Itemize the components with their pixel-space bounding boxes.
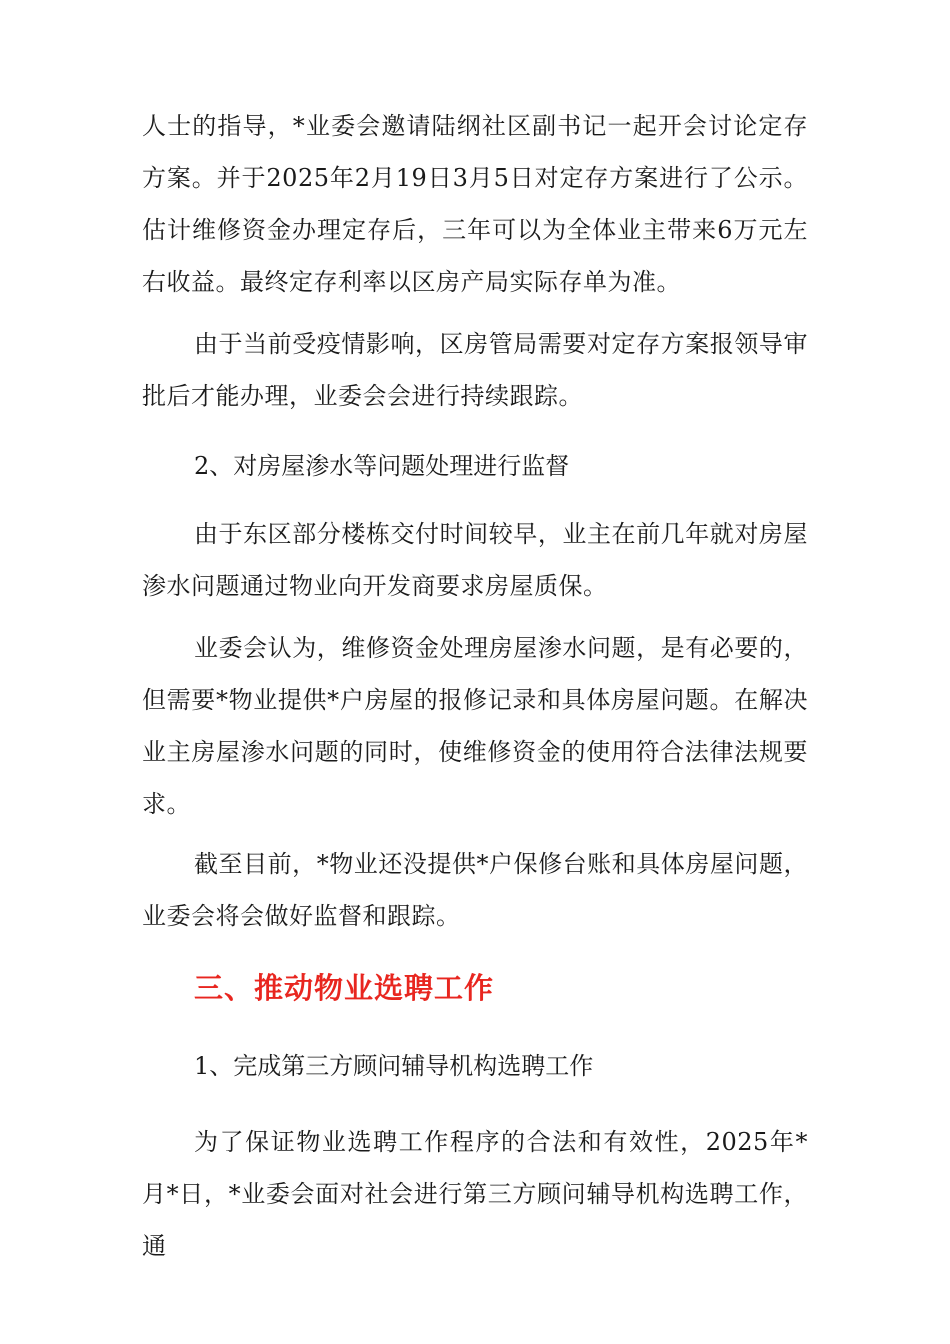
paragraph-east-district: 由于东区部分楼栋交付时间较早，业主在前几年就对房屋渗水问题通过物业向开发商要求房屋质保。	[142, 520, 808, 600]
subheading-seepage-supervision: 2、对房屋渗水等问题处理进行监督	[194, 452, 570, 480]
paragraph-current-status: 截至目前，*物业还没提供*户保修台账和具体房屋问题，业委会将会做好监督和跟踪。	[142, 850, 808, 930]
paragraph-selection-procedure: 为了保证物业选聘工作程序的合法和有效性，2025年*月*日，*业委会面对社会进行第三方顾问辅导机构选聘工作，通	[142, 1128, 808, 1260]
paragraph-deposit-plan: 人士的指导，*业委会邀请陆纲社区副书记一起开会讨论定存方案。并于2025年2月19日3月5日对定存方案进行了公示。估计维修资金办理定存后，三年可以为全体业主带来6万元左右收益。最终定存利率以区房产局实际存单为准。	[142, 112, 808, 296]
paragraph-epidemic-approval: 由于当前受疫情影响，区房管局需要对定存方案报领导审批后才能办理，业委会会进行持续跟踪。	[142, 330, 808, 410]
subheading-consultant-selection: 1、完成第三方顾问辅导机构选聘工作	[194, 1052, 594, 1080]
paragraph-committee-opinion: 业委会认为，维修资金处理房屋渗水问题，是有必要的，但需要*物业提供*户房屋的报修记录和具体房屋问题。在解决业主房屋渗水问题的同时，使维修资金的使用符合法律法规要求。	[142, 634, 808, 818]
section-heading-property-selection: 三、推动物业选聘工作	[194, 971, 495, 1005]
